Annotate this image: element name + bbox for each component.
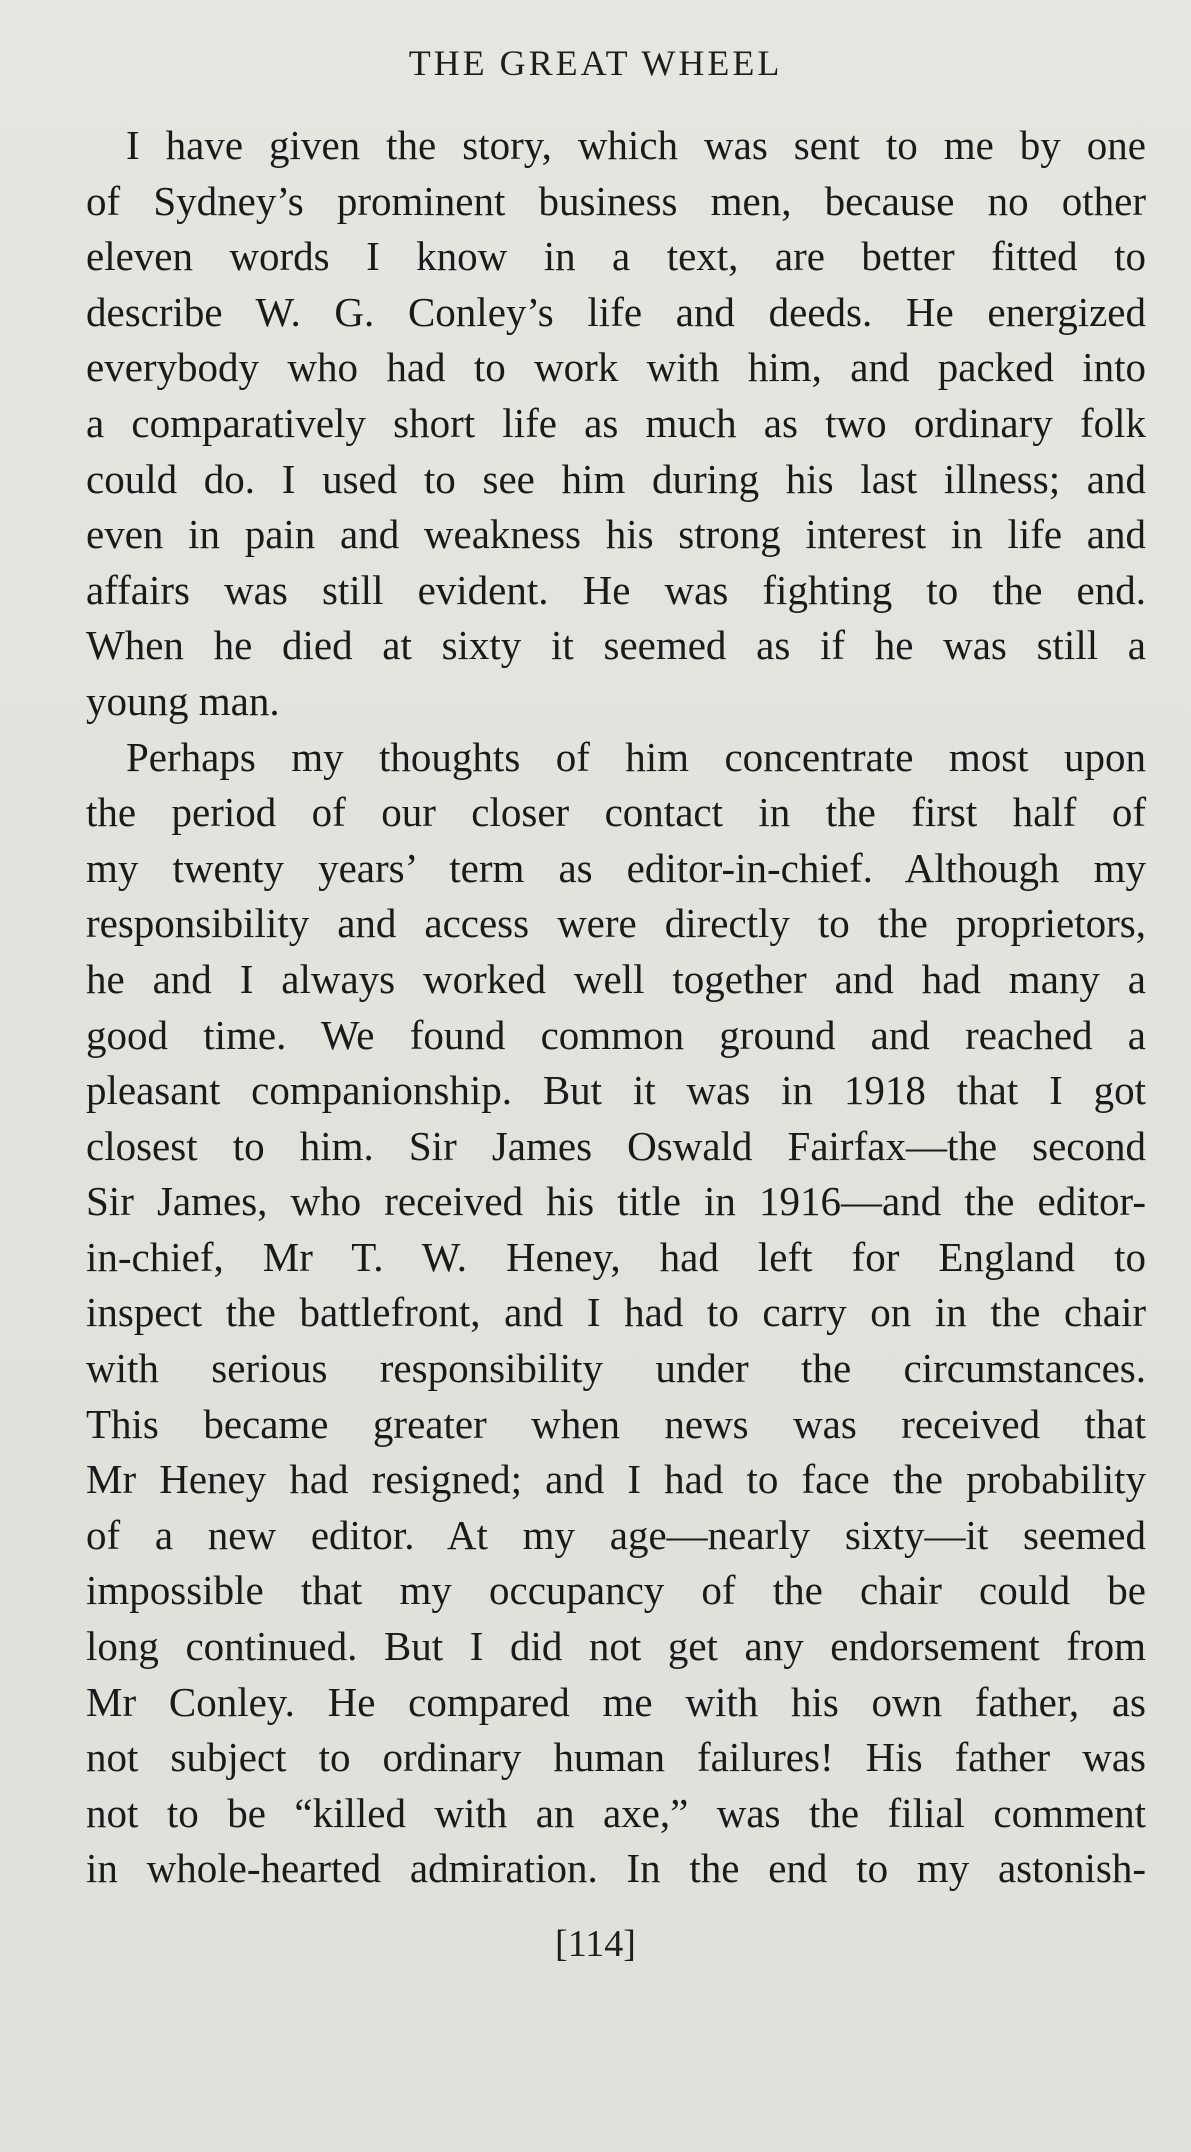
text-line: inspect the battlefront, and I had to carry on in the chair <box>86 1289 1146 1336</box>
text-line: responsibility and access were directly to the proprietors, <box>86 900 1146 947</box>
text-line: When he died at sixty it seemed as if he was still a <box>86 622 1146 669</box>
text-line: This became greater when news was received that <box>86 1400 1146 1447</box>
page-number: [114] <box>555 1923 636 1965</box>
text-line: Perhaps my thoughts of him concentrate most upon <box>126 733 1146 780</box>
text-line: Mr Heney had resigned; and I had to face the probability <box>86 1456 1146 1503</box>
text-line: my twenty years’ term as editor-in-chief. Although my <box>86 844 1146 891</box>
paragraph-1 <box>86 118 1146 730</box>
text-line: he and I always worked well together and had many a <box>86 955 1146 1002</box>
text-line: pleasant companionship. But it was in 1918 that I got <box>86 1067 1146 1114</box>
text-line: a comparatively short life as much as two ordinary folk <box>86 399 1146 446</box>
text-line: affairs was still evident. He was fighting to the end. <box>86 566 1146 613</box>
text-line: the period of our closer contact in the first half of <box>86 789 1146 836</box>
text-line: not to be “killed with an axe,” was the filial comment <box>86 1789 1146 1836</box>
text-line: in whole-hearted admiration. In the end to my astonish- <box>86 1845 1146 1892</box>
text-line: could do. I used to see him during his last illness; and <box>86 455 1146 502</box>
text-line: long continued. But I did not get any endorsement from <box>86 1623 1146 1670</box>
text-line: Sir James, who received his title in 1916—and the editor- <box>86 1178 1146 1225</box>
text-line: young man. <box>86 677 280 724</box>
paragraph-2 <box>86 730 1146 1897</box>
text-line: of a new editor. At my age—nearly sixty—it seemed <box>86 1511 1146 1558</box>
text-line: describe W. G. Conley’s life and deeds. He energized <box>86 288 1146 335</box>
text-line: not subject to ordinary human failures! His father was <box>86 1734 1146 1781</box>
body-text <box>86 118 1146 1897</box>
text-line: of Sydney’s prominent business men, because no other <box>86 177 1146 224</box>
running-head: THE GREAT WHEEL <box>408 43 783 83</box>
text-line: everybody who had to work with him, and packed into <box>86 344 1146 391</box>
text-line: closest to him. Sir James Oswald Fairfax—the second <box>86 1122 1146 1169</box>
text-line: Mr Conley. He compared me with his own father, as <box>86 1678 1146 1725</box>
text-line: I have given the story, which was sent to me by one <box>126 122 1146 168</box>
text-line: in-chief, Mr T. W. Heney, had left for England to <box>86 1233 1146 1280</box>
text-line: with serious responsibility under the circumstances. <box>86 1345 1146 1392</box>
text-line: eleven words I know in a text, are better fitted to <box>86 233 1146 280</box>
text-line: even in pain and weakness his strong interest in life and <box>86 511 1146 558</box>
text-line: good time. We found common ground and reached a <box>86 1011 1146 1058</box>
text-line: impossible that my occupancy of the chair could be <box>86 1567 1146 1614</box>
